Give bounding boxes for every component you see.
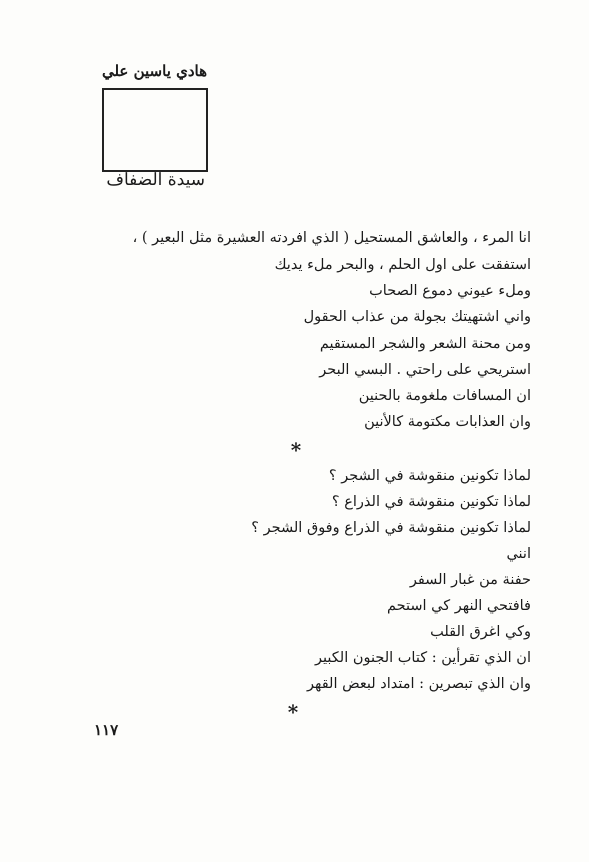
- poem-line: حفنة من غبار السفر: [409, 572, 531, 588]
- poem-line: لماذا تكونين منقوشة في الذراع وفوق الشجر ؟: [251, 520, 531, 536]
- poem-line: وان العذابات مكتومة كالأنين: [364, 414, 531, 430]
- poem-line: ومن محنة الشعر والشجر المستقيم: [319, 336, 531, 352]
- page-number: ١١٧: [94, 721, 119, 739]
- poem-line: لماذا تكونين منقوشة في الشجر ؟: [328, 468, 531, 484]
- poem-line: استريحي على راحتي . البسي البحر: [319, 362, 531, 378]
- section-separator: *: [287, 700, 299, 724]
- poem-line: وكي اغرق القلب: [430, 624, 531, 640]
- poem-line: انني: [506, 546, 531, 562]
- poem-line: فافتحي النهر كي استحم: [387, 598, 531, 614]
- section-separator: *: [290, 438, 302, 462]
- poem-line: انا المرء ، والعاشق المستحيل ( الذي افردته العشيرة مثل البعير ) ،: [132, 230, 531, 246]
- poem-line: ان الذي تقرأين : كتاب الجنون الكبير: [315, 650, 531, 666]
- poem-line: لماذا تكونين منقوشة في الذراع ؟: [331, 494, 531, 510]
- poem-line: ان المسافات ملغومة بالحنين: [358, 388, 531, 404]
- poem-line: وملء عيوني دموع الصحاب: [369, 283, 531, 299]
- poem-line: وان الذي تبصرين : امتداد لبعض القهر: [307, 676, 531, 692]
- poem-line: واني اشتهيتك بجولة من عذاب الحقول: [303, 309, 531, 325]
- poem-line: استفقت على اول الحلم ، والبحر ملء يديك: [274, 257, 531, 273]
- author-photo-frame: [102, 88, 208, 172]
- poem-title: سيدة الضفاف: [106, 170, 205, 190]
- author-name: هادي ياسين علي: [101, 62, 207, 80]
